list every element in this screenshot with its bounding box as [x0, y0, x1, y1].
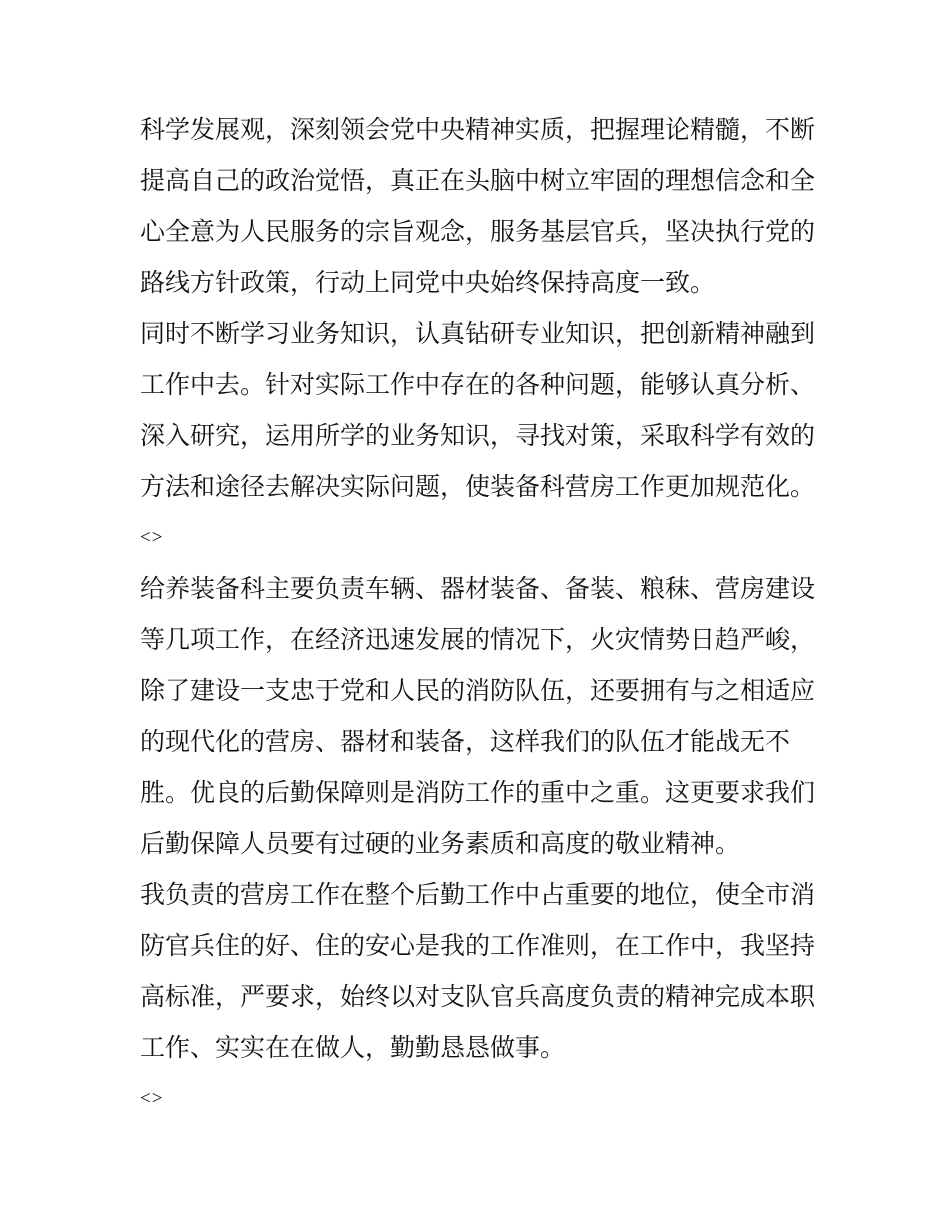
text-line: 心全意为人民服务的宗旨观念，服务基层官兵，坚决执行党的 [140, 217, 816, 246]
text-line: 胜。优良的后勤保障则是消防工作的重中之重。这更要求我们 [140, 778, 816, 807]
text-line: 方法和途径去解决实际问题，使装备科营房工作更加规范化。 [140, 472, 816, 501]
text-line: 除了建设一支忠于党和人民的消防队伍，还要拥有与之相适应 [140, 676, 816, 705]
section-marker: <> [140, 1088, 164, 1109]
text-line: 我负责的营房工作在整个后勤工作中占重要的地位，使全市消 [140, 880, 816, 909]
text-line: 提高自己的政治觉悟，真正在头脑中树立牢固的理想信念和全 [140, 166, 816, 195]
text-line: 工作、实实在在做人，勤勤恳恳做事。 [140, 1033, 566, 1062]
text-line: 工作中去。针对实际工作中存在的各种问题，能够认真分析、 [140, 370, 816, 399]
text-line: 路线方针政策，行动上同党中央始终保持高度一致。 [140, 268, 716, 297]
text-line: 的现代化的营房、器材和装备，这样我们的队伍才能战无不 [140, 727, 791, 756]
section-marker: <> [140, 527, 164, 548]
text-line: 高标准，严要求，始终以对支队官兵高度负责的精神完成本职 [140, 982, 816, 1011]
text-line: 给养装备科主要负责车辆、器材装备、备装、粮秣、营房建设 [140, 574, 816, 603]
text-line: 等几项工作，在经济迅速发展的情况下，火灾情势日趋严峻， [140, 625, 816, 654]
text-line: 同时不断学习业务知识，认真钻研专业知识，把创新精神融到 [140, 319, 816, 348]
text-line: 防官兵住的好、住的安心是我的工作准则，在工作中，我坚持 [140, 931, 816, 960]
text-line: 后勤保障人员要有过硬的业务素质和高度的敬业精神。 [140, 829, 741, 858]
text-line: 深入研究，运用所学的业务知识，寻找对策，采取科学有效的 [140, 421, 816, 450]
document-body [140, 104, 820, 1124]
text-line: 科学发展观，深刻领会党中央精神实质，把握理论精髓，不断 [140, 115, 816, 144]
